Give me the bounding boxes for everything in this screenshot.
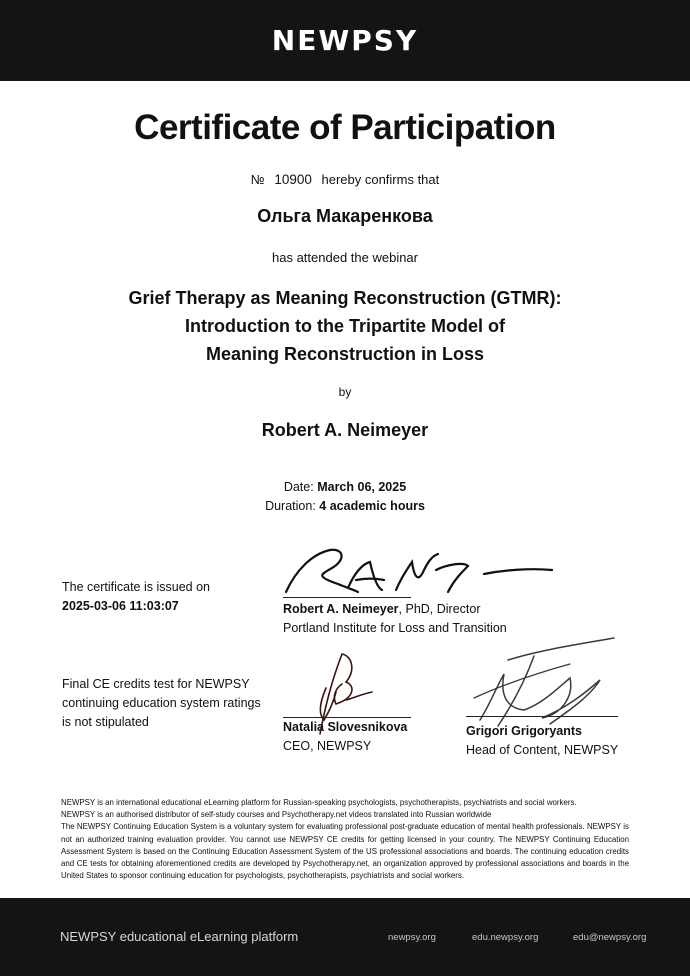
- ce-credits-note: Final CE credits test for NEWPSY continuing education system ratings is not stipulated: [62, 677, 261, 729]
- director-signature-block: [283, 600, 507, 638]
- certificate-number: 10900: [274, 172, 312, 187]
- director-name: Robert A. Neimeyer: [283, 602, 399, 616]
- director-title: , PhD, Director: [398, 602, 481, 616]
- date-row: [0, 478, 690, 497]
- ceo-name: Natalia Slovesnikova: [283, 720, 408, 734]
- webinar-title: [0, 284, 690, 368]
- disclaimer-paragraph: NEWPSY is an authorised distributor of self-study courses and Psychotherapy.net videos translated into Russian worldwide: [61, 810, 492, 820]
- disclaimer: [61, 797, 629, 882]
- issued-timestamp: 2025-03-06 11:03:07: [62, 599, 179, 613]
- head-of-content-signature-image: [470, 634, 620, 734]
- footer-bar: [0, 898, 690, 976]
- date-value: March 06, 2025: [317, 480, 407, 494]
- ceo-signature-block: [283, 718, 407, 756]
- date-label: Date:: [283, 480, 314, 494]
- by-text: by: [338, 385, 352, 399]
- attended-text: has attended the webinar: [272, 250, 418, 265]
- duration-row: [0, 497, 690, 516]
- webinar-title-line: Introduction to the Tripartite Model of: [185, 316, 505, 336]
- footer-link-edu[interactable]: edu.newpsy.org: [472, 932, 539, 943]
- director-signature-image: [278, 540, 568, 602]
- head-of-content-role: Head of Content, NEWPSY: [466, 743, 619, 757]
- certificate-number-line: [0, 172, 690, 187]
- disclaimer-paragraph: NEWPSY is an international educational eLearning platform for Russian-speaking psychologists, psychotherapists, psychiatrists and social workers.: [61, 798, 577, 807]
- footer-link-email[interactable]: edu@newpsy.org: [573, 932, 647, 943]
- footer-link-site[interactable]: newpsy.org: [388, 932, 436, 943]
- author-name: Robert A. Neimeyer: [261, 420, 429, 440]
- director-signature-line: [283, 597, 411, 598]
- webinar-title-line: Meaning Reconstruction in Loss: [205, 344, 485, 364]
- duration-label: Duration:: [265, 499, 316, 513]
- director-org: Portland Institute for Loss and Transition: [283, 621, 507, 635]
- footer-platform-text: NEWPSY educational eLearning platform: [60, 929, 299, 944]
- participant-name: Ольга Макаренкова: [257, 206, 433, 226]
- webinar-title-line: Grief Therapy as Meaning Reconstruction (GTMR):: [128, 288, 562, 308]
- certificate-title: Certificate of Participation: [134, 108, 556, 147]
- head-of-content-signature-line: [466, 716, 618, 717]
- ceo-role: CEO, NEWPSY: [283, 739, 372, 753]
- head-of-content-name: Grigori Grigoryants: [466, 724, 582, 738]
- newpsy-logo: NEWPSY: [271, 24, 419, 57]
- duration-value: 4 academic hours: [319, 499, 425, 513]
- director-name-row: [283, 600, 507, 619]
- disclaimer-paragraph: The NEWPSY Continuing Education System is a voluntary system for evaluating professional post-graduate education of mental health professionals. NEWPSY is not an authorized training evaluation provider. You cannot use NEWPSY CE credits for getting licensed in your country. The NEWPSY Continuing Education Assessment System is based on the Continuing Education Assessment System of the US professional associations and boards. The continuing education credits and CE tests for obtaining aforementioned credits are developed by Psychotherapy.net, an organization approved by professional associations and boards in the United States to sponsor continuing education for psychologists, psychotherapists, psychiatrists and social workers.: [61, 822, 629, 881]
- number-prefix: №: [250, 172, 265, 187]
- head-of-content-signature-block: [466, 722, 618, 760]
- date-duration: [0, 478, 690, 516]
- confirms-text: hereby confirms that: [321, 172, 440, 187]
- header-bar: [0, 0, 690, 81]
- issued-info: [62, 578, 210, 616]
- issued-label: The certificate is issued on: [62, 580, 210, 594]
